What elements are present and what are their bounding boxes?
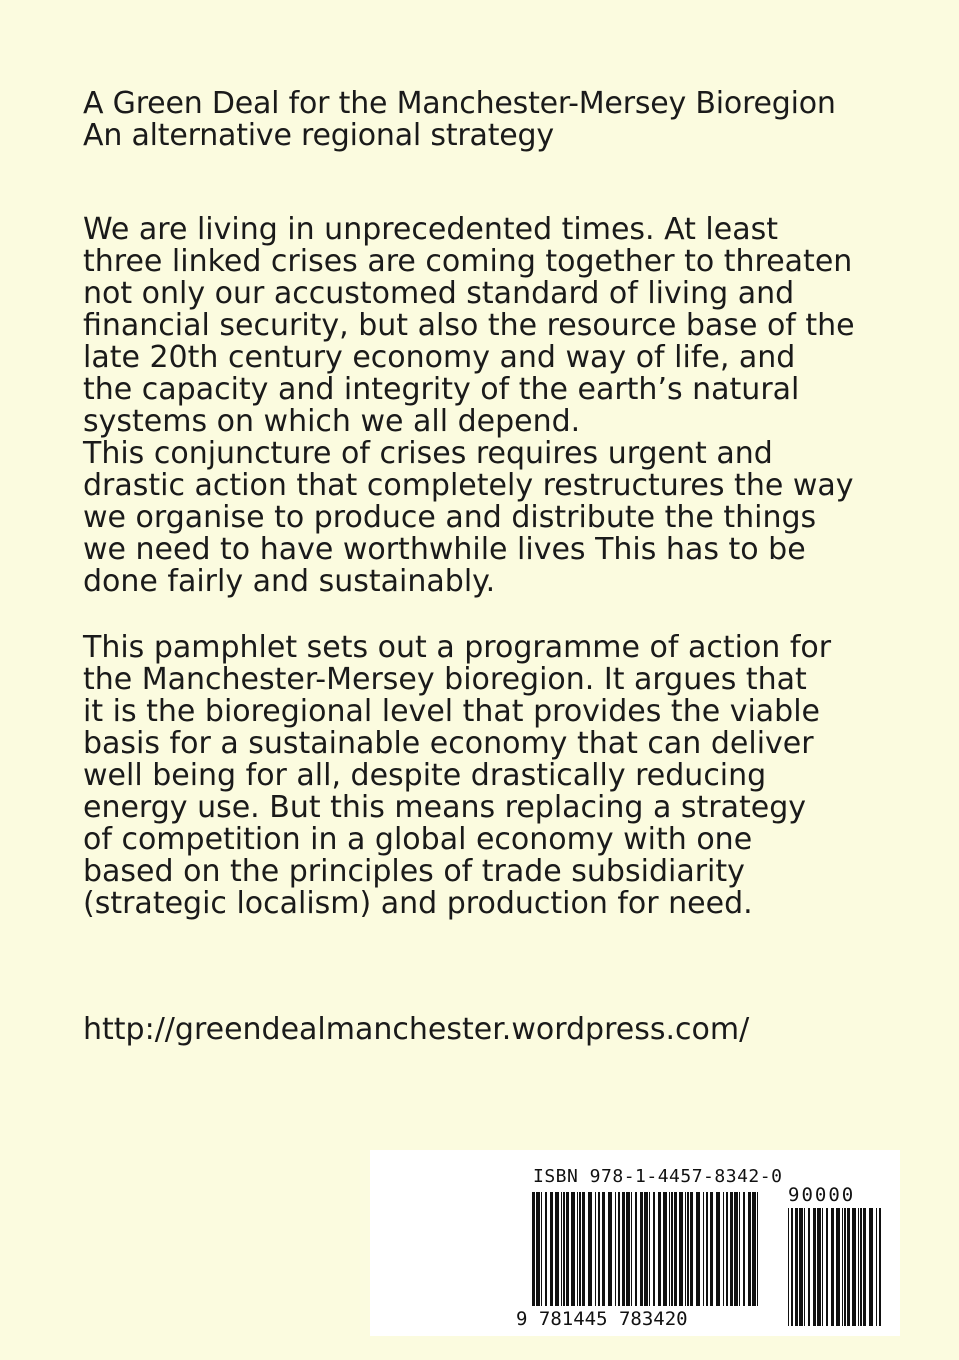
- barcode-bar: [663, 1192, 667, 1306]
- barcode-bar: [653, 1192, 655, 1306]
- barcode-bar: [671, 1192, 673, 1306]
- paragraph-3: [83, 632, 903, 920]
- barcode-bar: [640, 1192, 643, 1306]
- barcode-bar: [541, 1192, 542, 1306]
- barcode-bar: [822, 1208, 823, 1326]
- barcode-bar: [813, 1208, 816, 1326]
- barcode-bar: [550, 1192, 553, 1306]
- book-title: A Green Deal for the Manchester-Mersey Bioregion: [83, 86, 836, 121]
- text-line: it is the bioregional level that provides the viable: [83, 694, 821, 729]
- barcode-bar: [847, 1208, 850, 1326]
- barcode-bar: [743, 1192, 745, 1306]
- text-line: of competition in a global economy with one: [83, 822, 753, 857]
- text-line: well being for all, despite drastically reducing: [83, 758, 767, 793]
- barcode-bar: [831, 1208, 834, 1326]
- barcode-bar: [863, 1208, 866, 1326]
- barcode-bar: [817, 1208, 821, 1326]
- barcode-bar: [618, 1192, 620, 1306]
- barcode-bar: [739, 1192, 740, 1306]
- title-block: [83, 88, 903, 152]
- barcode-bar: [658, 1192, 661, 1306]
- barcode-bar: [532, 1192, 535, 1306]
- barcode-bar: [716, 1192, 720, 1306]
- barcode-bar: [635, 1192, 637, 1306]
- text-line: based on the principles of trade subsidiarity: [83, 854, 745, 889]
- website-url[interactable]: http://greendealmanchester.wordpress.com/: [83, 1012, 750, 1047]
- barcode-bar: [626, 1192, 630, 1306]
- barcode-bar: [687, 1192, 689, 1306]
- text-line: drastic action that completely restructures the way: [83, 468, 854, 503]
- barcode-bar: [706, 1192, 708, 1306]
- barcode-bar: [788, 1208, 789, 1326]
- barcode-bar: [723, 1192, 724, 1306]
- barcode-bar: [669, 1192, 670, 1306]
- barcode-bar: [536, 1192, 540, 1306]
- paragraph-2: [83, 438, 903, 598]
- barcode-bar: [615, 1192, 616, 1306]
- isbn-label: ISBN 978-1-4457-8342-0: [533, 1166, 783, 1187]
- text-line: basis for a sustainable economy that can deliver: [83, 726, 814, 761]
- barcode-bar: [844, 1208, 846, 1326]
- barcode-bar: [690, 1192, 693, 1306]
- text-line: (strategic localism) and production for need.: [83, 886, 753, 921]
- barcode-bar: [644, 1192, 648, 1306]
- price-addon-digits: 90000: [788, 1184, 856, 1206]
- barcode-bar: [608, 1192, 612, 1306]
- barcode-bar: [836, 1208, 840, 1326]
- barcode-bar: [602, 1192, 605, 1306]
- text-line: late 20th century economy and way of life, and: [83, 340, 796, 375]
- text-line: systems on which we all depend.: [83, 404, 581, 439]
- barcode-bar: [826, 1208, 828, 1326]
- barcode-bar: [860, 1208, 862, 1326]
- barcode-bar: [622, 1192, 625, 1306]
- barcode-bar: [685, 1192, 686, 1306]
- barcode-bar: [577, 1192, 578, 1306]
- barcode-bar: [752, 1192, 756, 1306]
- barcode-bar: [869, 1208, 873, 1326]
- text-line: financial security, but also the resource base of the: [83, 308, 855, 343]
- barcode-bar: [804, 1208, 805, 1326]
- barcode-bar: [879, 1208, 881, 1326]
- barcode-panel: [370, 1150, 900, 1336]
- barcode-bar: [710, 1192, 713, 1306]
- book-subtitle: An alternative regional strategy: [83, 118, 554, 153]
- barcode-bar: [582, 1192, 585, 1306]
- barcode-bar: [703, 1192, 704, 1306]
- barcode-bar: [696, 1192, 700, 1306]
- barcode-bar: [545, 1192, 547, 1306]
- barcode-bar: [631, 1192, 632, 1306]
- barcode-bar: [598, 1192, 600, 1306]
- barcode-bar: [730, 1192, 733, 1306]
- barcode-bar: [791, 1208, 793, 1326]
- barcode-bar: [555, 1192, 559, 1306]
- text-line: the Manchester-Mersey bioregion. It argues that: [83, 662, 807, 697]
- text-line: This pamphlet sets out a programme of action for: [83, 630, 832, 665]
- blurb: [83, 214, 903, 920]
- text-line: we organise to produce and distribute the things: [83, 500, 817, 535]
- barcode-bar: [649, 1192, 650, 1306]
- text-line: the capacity and integrity of the earth’s natural: [83, 372, 800, 407]
- barcode-bar: [679, 1192, 683, 1306]
- barcode-bar: [799, 1208, 803, 1326]
- barcode-bar: [561, 1192, 562, 1306]
- text-line: This conjuncture of crises requires urgent and: [83, 436, 773, 471]
- barcode-bar: [734, 1192, 738, 1306]
- barcode-bar: [795, 1208, 798, 1326]
- barcode-bar: [588, 1192, 592, 1306]
- paragraph-1: [83, 214, 903, 438]
- text-line: energy use. But this means replacing a strategy: [83, 790, 807, 825]
- text-line: not only our accustomed standard of living and: [83, 276, 795, 311]
- barcode-bar: [595, 1192, 596, 1306]
- barcode-bar: [726, 1192, 728, 1306]
- text-line: three linked crises are coming together to threaten: [83, 244, 853, 279]
- barcode-bar: [748, 1192, 751, 1306]
- barcode-bar: [876, 1208, 877, 1326]
- barcode-bar: [852, 1208, 856, 1326]
- barcode-bar: [674, 1192, 677, 1306]
- text-line: we need to have worthwhile lives This has to be: [83, 532, 806, 567]
- barcode-bar: [808, 1208, 810, 1326]
- barcode-bar: [757, 1192, 758, 1306]
- ean-digits: 9 781445 783420: [516, 1308, 688, 1330]
- barcode-bar: [571, 1192, 575, 1306]
- text-line: We are living in unprecedented times. At least: [83, 212, 778, 247]
- barcode-bar: [579, 1192, 581, 1306]
- barcode-bar: [858, 1208, 859, 1326]
- barcode-bar: [842, 1208, 843, 1326]
- barcode-bar: [563, 1192, 565, 1306]
- text-line: done fairly and sustainably.: [83, 564, 496, 599]
- barcode-bar: [566, 1192, 569, 1306]
